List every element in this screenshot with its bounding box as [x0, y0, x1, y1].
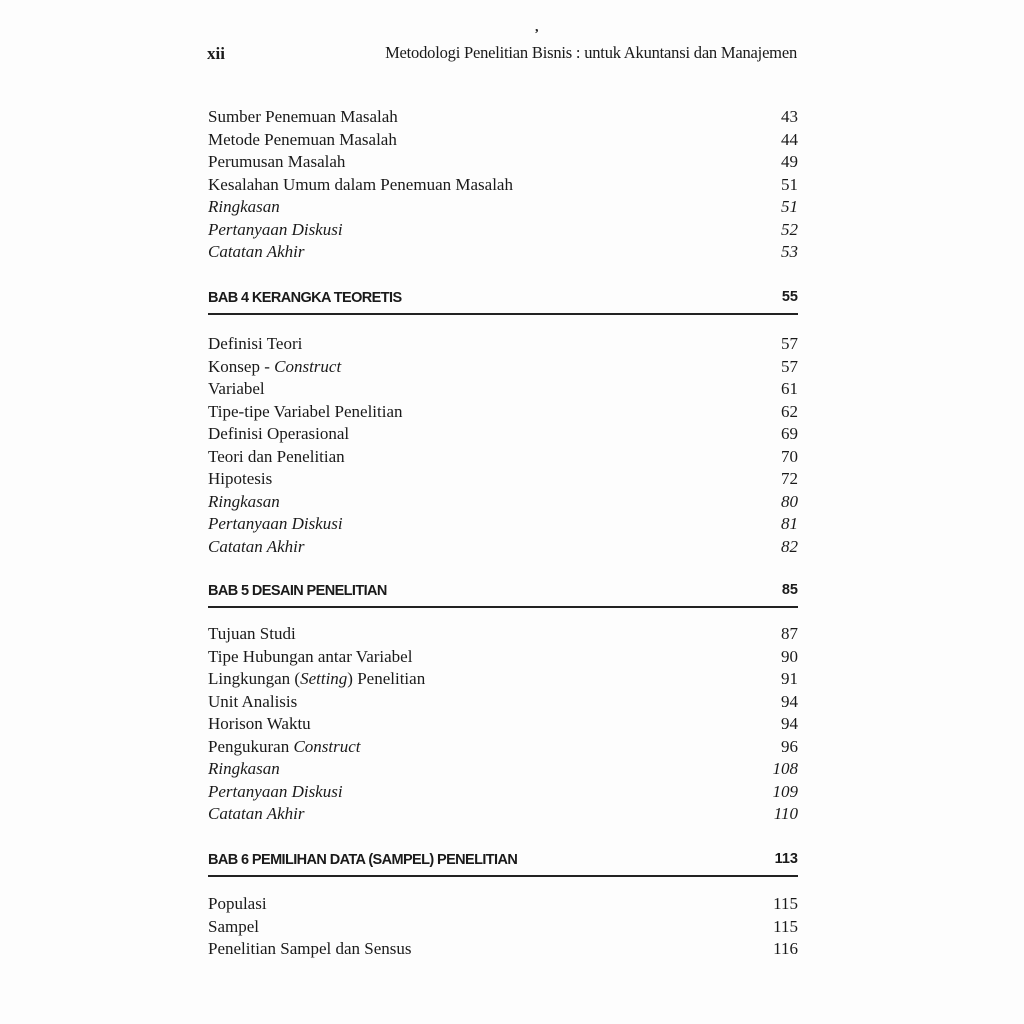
chapter-page: 113	[774, 851, 798, 867]
entry-title-text: Lingkungan (	[208, 669, 301, 688]
entry-title-text: Konsep -	[208, 356, 275, 376]
scan-mark: ,	[535, 20, 539, 35]
toc-entry[interactable]	[208, 668, 798, 691]
toc-entry[interactable]	[208, 916, 798, 939]
toc-entry[interactable]	[208, 378, 798, 401]
entry-title: Pertanyaan Diskusi	[208, 219, 343, 239]
entry-title-suffix: ) Penelitian	[347, 669, 426, 688]
entry-page: 69	[781, 424, 798, 443]
entry-page: 70	[781, 446, 798, 466]
toc-entry[interactable]	[208, 938, 798, 961]
entry-page: 115	[773, 894, 798, 913]
entry-title: Horison Waktu	[208, 714, 311, 733]
entry-page: 82	[781, 536, 798, 556]
toc-entry[interactable]	[208, 536, 798, 559]
toc-entry[interactable]	[208, 106, 798, 129]
toc-entry[interactable]	[208, 803, 798, 826]
entry-page: 116	[773, 939, 798, 958]
entry-title: Sampel	[208, 916, 259, 936]
toc-entry[interactable]	[208, 219, 798, 242]
entry-page: 96	[781, 736, 798, 756]
toc-entry[interactable]	[208, 893, 798, 916]
toc-section-bab-6	[208, 893, 798, 961]
toc-entry[interactable]	[208, 758, 798, 781]
entry-title: Definisi Operasional	[208, 424, 350, 443]
entry-title-italic: Construct	[274, 356, 342, 376]
chapter-title: BAB 4 KERANGKA TEORETIS	[208, 290, 402, 306]
toc-section-bab-4	[208, 333, 798, 558]
entry-page: 90	[781, 646, 798, 666]
toc-entry[interactable]	[208, 196, 798, 219]
chapter-heading-bab-5[interactable]	[208, 582, 798, 600]
entry-title: Tipe-tipe Variabel Penelitian	[208, 401, 403, 421]
toc-entry[interactable]	[208, 468, 798, 491]
entry-title: Penelitian Sampel dan Sensus	[208, 939, 412, 958]
entry-page: 51	[781, 197, 798, 216]
entry-page: 108	[772, 759, 798, 778]
entry-title: Populasi	[208, 894, 267, 913]
chapter-divider	[208, 875, 798, 877]
entry-title: Kesalahan Umum dalam Penemuan Masalah	[208, 174, 513, 194]
entry-page: 44	[781, 129, 798, 149]
toc-entry[interactable]	[208, 623, 798, 646]
entry-title: Catatan Akhir	[208, 242, 305, 261]
entry-page: 49	[781, 152, 798, 171]
chapter-page: 85	[781, 582, 798, 598]
entry-title: Teori dan Penelitian	[208, 446, 345, 466]
running-header-title: Metodologi Penelitian Bisnis : untuk Akuntansi dan Manajemen	[385, 43, 797, 62]
entry-page: 62	[781, 401, 798, 421]
entry-title: Tujuan Studi	[208, 624, 296, 643]
toc-section-continuation	[208, 106, 798, 264]
chapter-divider	[208, 313, 798, 315]
entry-title: Ringkasan	[208, 491, 280, 511]
entry-title: Variabel	[208, 379, 265, 398]
entry-page: 91	[781, 669, 798, 688]
toc-entry[interactable]	[208, 333, 798, 356]
toc-entry[interactable]	[208, 736, 798, 759]
entry-page: 57	[781, 334, 798, 353]
entry-page: 72	[781, 469, 798, 488]
entry-page: 53	[781, 242, 798, 261]
entry-title	[208, 356, 341, 379]
chapter-divider	[208, 606, 798, 608]
toc-entry[interactable]	[208, 423, 798, 446]
entry-page: 115	[773, 916, 798, 936]
toc-entry[interactable]	[208, 713, 798, 736]
toc-entry[interactable]	[208, 129, 798, 152]
toc-entry[interactable]	[208, 241, 798, 264]
toc-entry[interactable]	[208, 446, 798, 469]
chapter-title: BAB 5 DESAIN PENELITIAN	[208, 583, 387, 599]
entry-title: Ringkasan	[208, 197, 280, 216]
toc-entry[interactable]	[208, 491, 798, 514]
entry-title: Tipe Hubungan antar Variabel	[208, 646, 413, 666]
chapter-title: BAB 6 PEMILIHAN DATA (SAMPEL) PENELITIAN	[208, 852, 518, 868]
chapter-heading-bab-4[interactable]	[208, 289, 798, 307]
toc-section-bab-5	[208, 623, 798, 826]
entry-title: Catatan Akhir	[208, 804, 305, 823]
entry-page: 57	[781, 356, 798, 376]
toc-entry[interactable]	[208, 691, 798, 714]
entry-page: 80	[781, 491, 798, 511]
entry-title-text: Pengukuran	[208, 736, 294, 756]
toc-entry[interactable]	[208, 356, 798, 379]
toc-entry[interactable]	[208, 401, 798, 424]
entry-page: 110	[773, 804, 798, 823]
entry-title: Catatan Akhir	[208, 536, 305, 556]
entry-page: 51	[781, 174, 798, 194]
entry-title-italic: Setting	[300, 669, 348, 688]
entry-title: Pertanyaan Diskusi	[208, 781, 343, 801]
entry-page: 109	[772, 781, 798, 801]
toc-entry[interactable]	[208, 646, 798, 669]
entry-title: Pertanyaan Diskusi	[208, 514, 343, 533]
toc-entry[interactable]	[208, 513, 798, 536]
entry-page: 52	[781, 219, 798, 239]
entry-page: 94	[781, 691, 798, 711]
entry-title: Hipotesis	[208, 469, 273, 488]
entry-title: Perumusan Masalah	[208, 152, 346, 171]
toc-entry[interactable]	[208, 781, 798, 804]
chapter-heading-bab-6[interactable]	[208, 851, 798, 869]
entry-title	[208, 668, 425, 691]
entry-title: Metode Penemuan Masalah	[208, 129, 397, 149]
chapter-page: 55	[781, 289, 798, 305]
entry-title-italic: Construct	[293, 736, 361, 756]
entry-title	[208, 736, 361, 759]
page-number: xii	[207, 44, 225, 63]
entry-page: 43	[781, 107, 798, 126]
entry-title: Ringkasan	[208, 759, 280, 778]
toc-entry[interactable]	[208, 174, 798, 197]
entry-page: 61	[781, 379, 798, 398]
entry-title: Unit Analisis	[208, 691, 298, 711]
entry-title: Definisi Teori	[208, 334, 303, 353]
toc-entry[interactable]	[208, 151, 798, 174]
entry-page: 94	[781, 714, 798, 733]
entry-page: 87	[781, 624, 798, 643]
entry-title: Sumber Penemuan Masalah	[208, 107, 398, 126]
entry-page: 81	[781, 514, 798, 533]
